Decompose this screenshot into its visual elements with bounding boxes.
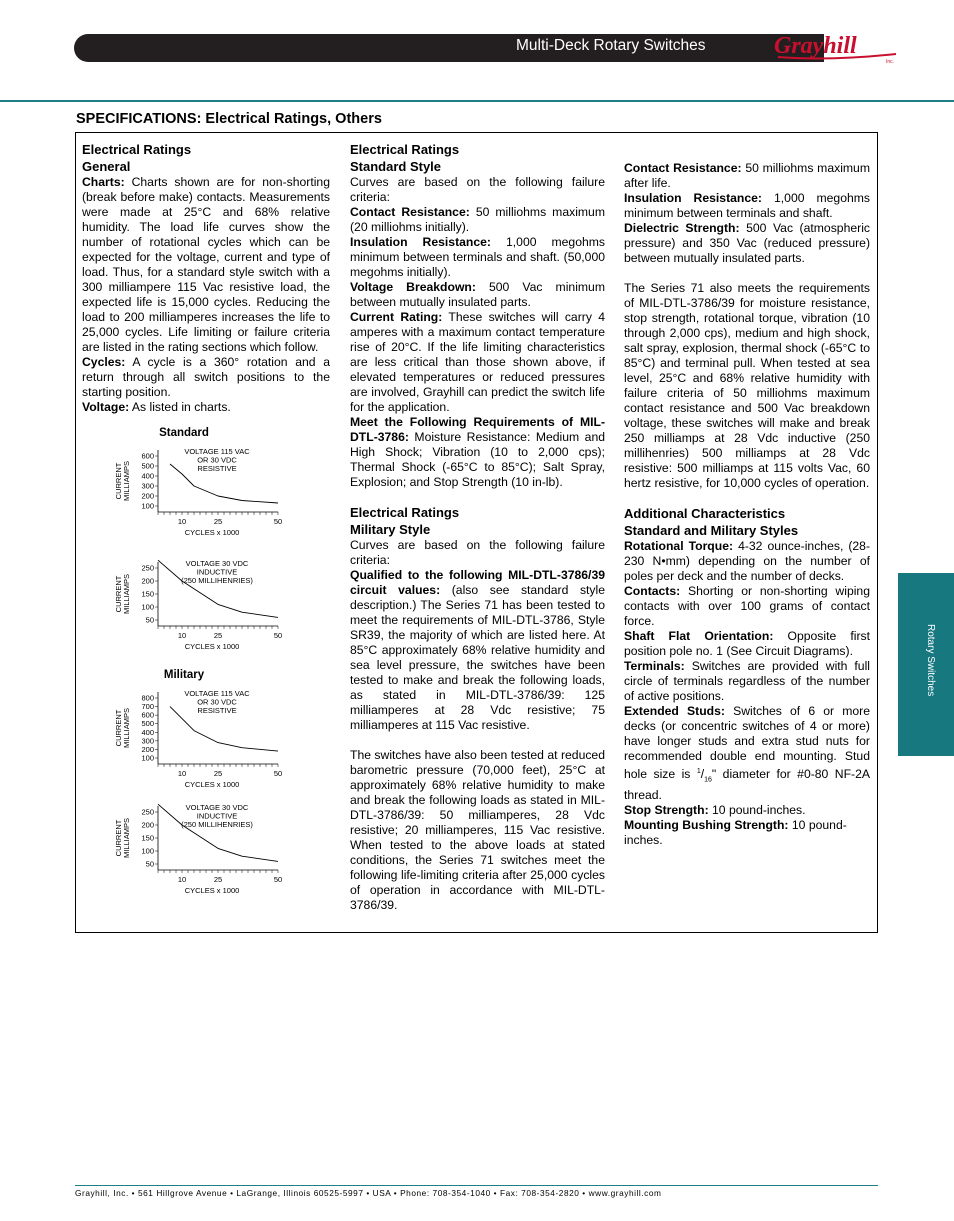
col2-subheading-military: Military Style <box>350 521 431 537</box>
text: 50 milliohms maximum after life. <box>624 161 870 190</box>
after-insulation-resistance <box>624 191 870 221</box>
chart-y-tick-label: 200 <box>141 820 154 830</box>
logo-sub: Inc. <box>886 59 895 65</box>
std-insulation-resistance <box>350 235 605 280</box>
text: 10 pound-inches. <box>624 817 847 847</box>
chart-annotation: INDUCTIVE <box>196 567 238 577</box>
label: Stop Strength: <box>624 802 709 817</box>
chart-x-tick-label: 50 <box>273 517 283 526</box>
series-71-paragraph: The Series 71 also meets the requirements of MIL-DTL-3786/39 for moisture resistance, stop strength, rotational torque, vibration (10 through 2,000 cps), medium and high shock, salt spray, explosion, thermal shock (-65°C to 85°C) and terminal pull. When tested at sea level, 25°C and 68% relative humidity with failure criteria of 50 milliohms maximum contact resistance and 500 Vac breakdown voltage, these switches will make and break 250 milliamps at 28 Vdc inductive (250 millihenries) 500 milliamps at 28 Vdc resistive: 500 milliamps at 115 volts Vac, 60 hertz resistive, for 10,000 cycles of operation. <box>624 281 870 490</box>
chart-y-label: MILLIAMPS <box>122 573 131 615</box>
text: Opposite first position pole no. 1 (See Circuit Diagrams). <box>624 629 870 658</box>
voltage-label: Voltage: <box>82 400 130 414</box>
chart-x-tick-label: 50 <box>273 631 283 640</box>
chart-y-tick-label: 200 <box>141 576 154 586</box>
after-contact-resistance <box>624 161 870 191</box>
voltage-text: As listed in charts. <box>131 400 231 414</box>
col2-subheading: Standard Style <box>350 158 442 174</box>
rotational-torque <box>624 539 870 584</box>
chart-y-tick-label: 150 <box>141 589 154 599</box>
mil-barometric: The switches have also been tested at reduced barometric pressure (70,000 feet), 25°C at approximately 68% relative humidity to make and break the following loads as stated in MIL-DTL-3786/39: 50 milliamperes, 28 Vdc resistive; 20 milliamperes, 115 Vac resistive. When tested to the above loads at stated conditions, the Series 71 switches meet the following life-limiting criteria after 25,000 cycles of operation in accordance with MIL-DTL-3786/39. <box>350 748 605 912</box>
spacer <box>624 491 870 506</box>
chart-y-tick-label: 600 <box>141 710 154 720</box>
mil-qualified <box>350 568 605 733</box>
chart-y-tick-label: 50 <box>145 859 154 869</box>
header-bar <box>74 34 824 62</box>
column-standard-military <box>350 142 605 913</box>
label: Contact Resistance: <box>350 205 470 219</box>
chart-x-tick-label: 10 <box>177 875 187 884</box>
chart-annotation: VOLTAGE 30 VDC <box>185 559 249 568</box>
chart-x-tick-label: 10 <box>177 517 187 526</box>
chart-y-label: MILLIAMPS <box>122 817 131 859</box>
chart-x-tick-label: 25 <box>213 517 223 526</box>
logo-text: Grayhill <box>774 33 857 59</box>
chart-y-tick-label: 800 <box>141 693 154 703</box>
label: Extended Studs: <box>624 704 725 718</box>
label: Current Rating: <box>350 310 443 324</box>
chart-annotation: VOLTAGE 115 VAC <box>184 447 250 456</box>
charts-paragraph <box>82 175 330 355</box>
chart-y-tick-label: 400 <box>141 471 154 481</box>
mil-intro: Curves are based on the following failure criteria: <box>350 538 605 567</box>
chart-y-tick-label: 400 <box>141 727 154 737</box>
chart-x-tick-label: 10 <box>177 631 187 640</box>
chart-y-tick-label: 250 <box>141 563 154 573</box>
chart-x-label: CYCLES x 1000 <box>184 642 240 651</box>
text: (also see standard style description.) The Series 71 has been tested to meet the requirements of MIL-DTL-3786, Style SR39, the majority of which are listed here. At 85°C approximately 68% relative humidity and sea level pressure, the switches have been tested to make and break the following loads, as stated in MIL-DTL-3786/39: 125 milliamperes at 28 Vdc resistive; 75 milliamperes at 115 Vac resistive. <box>350 583 606 732</box>
std-mil-requirements <box>350 415 605 490</box>
section-title: SPECIFICATIONS: Electrical Ratings, Others <box>76 111 382 127</box>
header-rule <box>0 100 954 102</box>
chart-x-tick-label: 25 <box>213 769 223 778</box>
text: " diameter for #0-80 NF-2A thread. <box>624 767 870 802</box>
chart-y-label: CURRENT <box>114 709 123 747</box>
chart-annotation: VOLTAGE 115 VAC <box>184 689 250 698</box>
chart-x-tick-label: 25 <box>213 875 223 884</box>
text: Switches are provided with full circle of terminals regardless of the number of active positions. <box>624 659 870 703</box>
chart-x-tick-label: 50 <box>273 769 283 778</box>
col3-heading: Additional Characteristics <box>624 506 786 521</box>
chart-group-label: Standard <box>159 427 209 439</box>
std-intro: Curves are based on the following failure criteria: <box>350 175 605 204</box>
col1-heading: Electrical Ratings <box>82 142 192 157</box>
label: Insulation Resistance: <box>624 191 762 205</box>
spacer <box>624 266 870 281</box>
chart-x-tick-label: 10 <box>177 769 187 778</box>
fraction-numerator: 1 <box>696 768 701 775</box>
chart-annotation: OR 30 VDC <box>197 697 237 707</box>
text: Switches of 6 or more decks (or concentric switches of 4 or more) have longer studs and extra stud nuts for recommended double end mounting. Stud hole size is <box>624 704 870 782</box>
chart-y-tick-label: 100 <box>141 846 154 856</box>
label: Contact Resistance: <box>624 161 742 175</box>
chart-y-label: MILLIAMPS <box>122 707 131 749</box>
footer: Grayhill, Inc. • 561 Hillgrove Avenue • LaGrange, Illinois 60525-5997 • USA • Phone: 708-354-1040 • Fax: 708-354-2820 • www.grayhill.com <box>75 1188 662 1198</box>
chart-x-label: CYCLES x 1000 <box>184 886 240 895</box>
chart-y-tick-label: 150 <box>141 833 154 843</box>
text: 500 Vac minimum between mutually insulated parts. <box>350 280 605 309</box>
std-contact-resistance <box>350 205 605 235</box>
chart-y-tick-label: 500 <box>141 461 154 471</box>
cycles-label: Cycles: <box>82 355 126 369</box>
header-title: Multi-Deck Rotary Switches <box>516 37 706 54</box>
charts-text: Charts shown are for non-shorting (break before make) contacts. Measurements were made at 25°C and 68% relative humidity. The load life curves show the number of rotational cycles which can be expected for the voltage, current and type of load. Thus, for a standard style switch with a 300 milliampere 115 Vac resistive load, the expected life is 15,000 cycles. Reducing the load to 200 milliamperes increases the life to 25,000 cycles. Life limiting or failure criteria are listed in the rating sections which follow. <box>82 175 330 354</box>
label: Terminals: <box>624 659 685 673</box>
charts-label: Charts: <box>82 175 125 189</box>
label: Mounting Bushing Strength: <box>624 817 789 832</box>
col2-heading: Electrical Ratings <box>350 142 460 157</box>
shaft-flat-orientation <box>624 629 870 659</box>
std-voltage-breakdown <box>350 280 605 310</box>
label: Voltage Breakdown: <box>350 280 476 294</box>
text: 10 pound-inches. <box>712 802 806 817</box>
contacts <box>624 584 870 629</box>
label: Dielectric Strength: <box>624 221 740 235</box>
side-tab-label: Rotary Switches <box>925 624 936 697</box>
label: Contacts: <box>624 584 681 598</box>
spacer <box>350 733 605 748</box>
chart-y-tick-label: 700 <box>141 702 154 712</box>
chart-y-label: CURRENT <box>114 575 123 613</box>
text: 50 milliohms maximum (20 milliohms initially). <box>350 205 605 234</box>
col3-subheading: Standard and Military Styles <box>624 522 799 538</box>
chart-y-tick-label: 300 <box>141 736 154 746</box>
label: Qualified to the following MIL-DTL-3786/39 circuit values: <box>350 568 605 597</box>
label: Shaft Flat Orientation: <box>624 629 774 643</box>
col2-heading-military: Electrical Ratings <box>350 505 460 520</box>
text: 1,000 megohms minimum between terminals and shaft. (50,000 megohms initially). <box>350 235 606 279</box>
chart-annotation: (250 MILLIHENRIES) <box>181 820 253 829</box>
text: Moisture Resistance: Medium and High Shock; Vibration (10 to 2,000 cps); Thermal Shock (-65°C to 85°C); Salt Spray, Explosion; and Stop Strength (10 in-lb). <box>350 430 605 489</box>
chart-group-label: Military <box>163 669 205 681</box>
mounting-bushing-strength <box>624 818 870 848</box>
label: Meet the Following Requirements of MIL-DTL-3786: <box>350 415 605 444</box>
chart-y-tick-label: 200 <box>141 744 154 754</box>
chart-y-tick-label: 600 <box>141 451 154 461</box>
chart-annotation: (250 MILLIHENRIES) <box>181 576 253 585</box>
stop-strength <box>624 803 870 818</box>
text: 1,000 megohms minimum between terminals and shaft. <box>624 191 871 220</box>
spacer <box>350 490 605 505</box>
extended-studs: Extended Studs: Switches of 6 or more decks (or concentric switches of 4 or more) have longer studs and extra stud nuts for recommended double end mounting. Stud hole size is $^1/_{16}$" diameter for #0-80 NF-2A thread. <box>624 704 870 802</box>
label: Insulation Resistance: <box>350 235 491 249</box>
chart-annotation: RESISTIVE <box>197 464 237 473</box>
chart-x-tick-label: 25 <box>213 631 223 640</box>
chart-annotation: VOLTAGE 30 VDC <box>185 803 249 812</box>
chart-y-label: CURRENT <box>114 819 123 857</box>
voltage-paragraph <box>82 400 330 415</box>
chart-y-tick-label: 300 <box>141 481 154 491</box>
chart-y-tick-label: 100 <box>141 501 154 511</box>
chart-annotation: INDUCTIVE <box>196 811 238 821</box>
chart-x-tick-label: 50 <box>273 875 283 884</box>
chart-y-tick-label: 250 <box>141 807 154 817</box>
chart-y-label: MILLIAMPS <box>122 460 131 502</box>
chart-x-label: CYCLES x 1000 <box>184 528 240 537</box>
text: Shorting or non-shorting wiping contacts with over 100 grams of contact force. <box>624 584 870 628</box>
text: These switches will carry 4 amperes with a maximum contact temperature rise of 20°C. If the life limiting characteristics are less critical than those shown above, if elevated temperatures or reduced pressures are involved, Grayhill can predict the switch life for the application. <box>350 310 606 414</box>
std-current-rating <box>350 310 605 415</box>
col1-subheading: General <box>82 158 131 174</box>
chart-y-tick-label: 50 <box>145 615 154 625</box>
load-life-charts <box>100 420 300 910</box>
chart-y-tick-label: 100 <box>141 602 154 612</box>
chart-x-label: CYCLES x 1000 <box>184 780 240 789</box>
chart-y-tick-label: 200 <box>141 491 154 501</box>
chart-annotation: RESISTIVE <box>197 706 237 715</box>
after-dielectric-strength <box>624 221 870 266</box>
column-general <box>82 142 330 415</box>
chart-y-tick-label: 500 <box>141 719 154 729</box>
grayhill-logo <box>770 28 905 68</box>
chart-y-label: CURRENT <box>114 462 123 500</box>
chart-y-tick-label: 100 <box>141 753 154 763</box>
cycles-text: A cycle is a 360° rotation and a return through all switch positions to the starting position. <box>82 355 330 399</box>
chart-annotation: OR 30 VDC <box>197 455 237 465</box>
terminals <box>624 659 870 704</box>
column-additional <box>624 161 870 848</box>
text: 500 Vac (atmospheric pressure) and 350 Vac (reduced pressure) between mutually insulated parts. <box>624 221 871 265</box>
label: Rotational Torque: <box>624 539 734 553</box>
cycles-paragraph <box>82 355 330 400</box>
text: 4-32 ounce-inches, (28-230 N•mm) depending on the number of poles per deck and the number of decks. <box>624 539 871 583</box>
fraction-denominator: 16 <box>704 776 712 784</box>
footer-rule <box>75 1185 878 1186</box>
